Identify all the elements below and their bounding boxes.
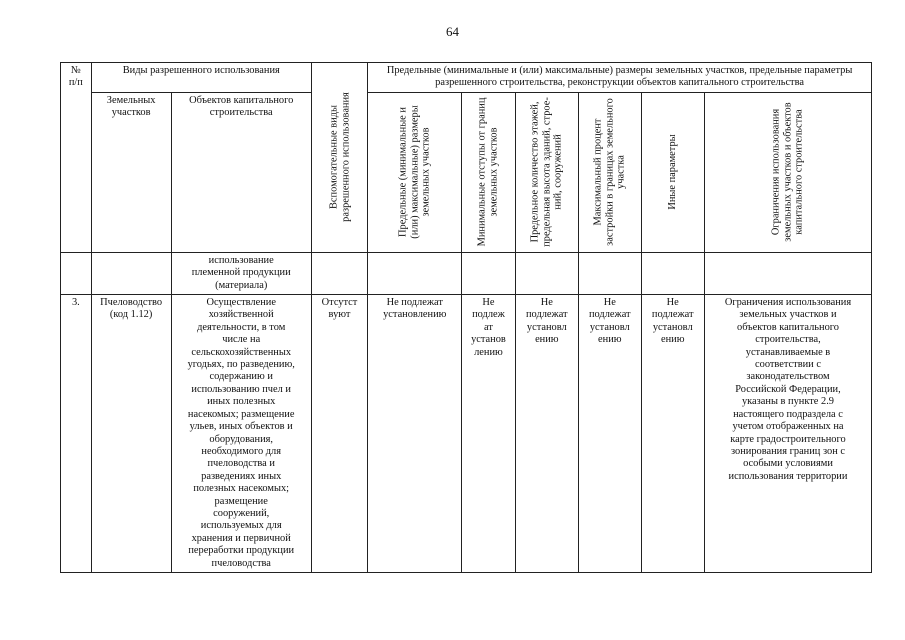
header-permitted-uses: Виды разрешенного использования: [91, 63, 311, 93]
table-row-3: [61, 295, 872, 573]
header-capital-objects: Объектов капитального строительства: [171, 92, 311, 252]
cell-empty: [91, 252, 171, 294]
header-other-params-text: Иные параметры: [666, 134, 678, 210]
cell-empty: [704, 252, 871, 294]
header-auxiliary-uses-text: Вспомогательные виды разрешенного использования: [327, 92, 351, 223]
cell-capital-objects: Осуществление хозяйственной деятельности, в том числе на сельскохозяйственных угодьях, по разведению, содержанию и использованию пчел и иных полезных насекомых; размещение ульев, иных объектов и оборудования, необходимого для пчеловодства и разведениях иных полезных насекомых; размещение сооружений, используемых для хранения и первичной переработки продукции пчеловодства: [171, 295, 311, 573]
page-number: 64: [446, 24, 459, 39]
table-row-continued: [61, 252, 872, 294]
header-floors: [515, 92, 578, 252]
header-limit-parameters: Предельные (минимальные и (или) максимальные) размеры земельных участков, предельные параметры разрешенного строительства, реконструкции объектов капитального строительства: [368, 63, 872, 93]
zoning-regulations-table: [60, 62, 872, 573]
cell-empty: [311, 252, 367, 294]
header-coverage: [579, 92, 641, 252]
cell-restrictions: Ограничения использования земельных участков и объектов капитального строительства, устанавливаемые в соответствии с законодательством Российской Федерации, указаны в пункте 2.9 настоящего подраздела с учетом отображенных на карте градостроительного зонирования границ зон с особыми условиями использования территории: [704, 295, 871, 573]
header-setbacks-text: Минимальные отступы от границ земельных участков: [476, 97, 500, 247]
cell-empty: [462, 252, 515, 294]
cell-capital-objects-continued: использование племенной продукции (материала): [171, 252, 311, 294]
cell-empty: [368, 252, 462, 294]
header-auxiliary-uses: [311, 63, 367, 253]
header-land-plots: Земельных участков: [91, 92, 171, 252]
cell-empty: [579, 252, 641, 294]
cell-setbacks: Не подлеж ат установ лению: [462, 295, 515, 573]
cell-auxiliary-uses: Отсутст вуют: [311, 295, 367, 573]
header-restrictions: [704, 92, 871, 252]
header-setbacks: [462, 92, 515, 252]
header-number: № п/п: [61, 63, 92, 253]
header-row-2: [61, 92, 872, 252]
cell-coverage: Не подлежат установл ению: [579, 295, 641, 573]
cell-empty: [515, 252, 578, 294]
cell-other-params: Не подлежат установл ению: [641, 295, 704, 573]
header-plot-sizes: [368, 92, 462, 252]
header-floors-text: Предельное количество этажей, предельная высота зданий, строе-ний, сооружений: [529, 97, 564, 248]
header-coverage-text: Максимальный процент застройки в границах земельного участка: [592, 98, 627, 247]
cell-floors: Не подлежат установл ению: [515, 295, 578, 573]
cell-empty: [641, 252, 704, 294]
header-row-1: [61, 63, 872, 93]
header-restrictions-text: Ограничения использования земельных участков и объектов капитального строительства: [770, 102, 805, 242]
cell-row-number: 3.: [61, 295, 92, 573]
header-other-params: [641, 92, 704, 252]
cell-empty: [61, 252, 92, 294]
cell-plot-sizes: Не подлежат установлению: [368, 295, 462, 573]
header-plot-sizes-text: Предельные (минимальные и (или) максимальные) размеры земельных участков: [397, 105, 432, 239]
cell-land-plots: Пчеловодство (код 1.12): [91, 295, 171, 573]
